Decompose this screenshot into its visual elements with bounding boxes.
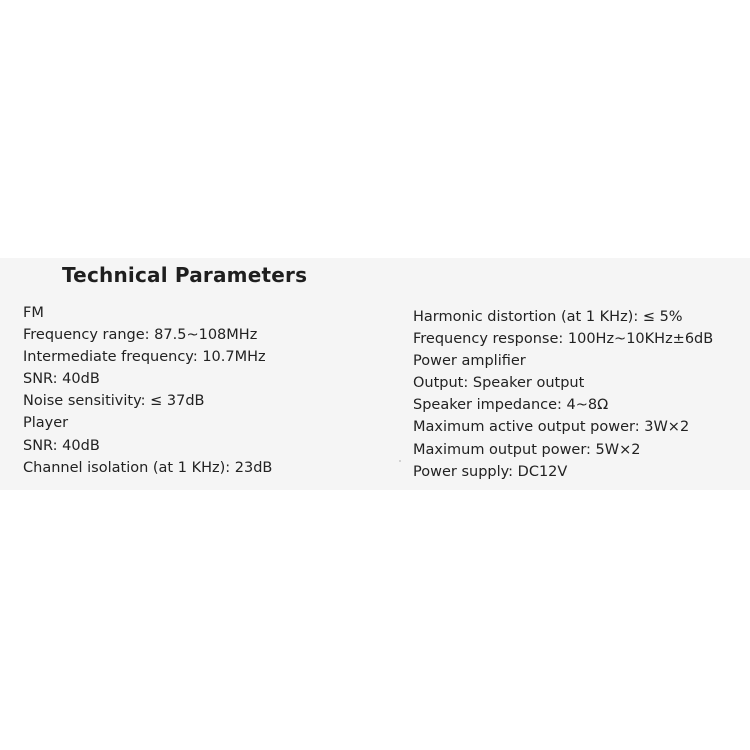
dust-speck: [399, 460, 401, 462]
spec-line-speaker-impedance: Speaker impedance: 4~8Ω: [413, 397, 609, 414]
page-title: Technical Parameters: [62, 263, 308, 287]
spec-line-intermediate-frequency: Intermediate frequency: 10.7MHz: [23, 349, 266, 366]
spec-line-player-snr: SNR: 40dB: [23, 437, 100, 454]
spec-line-player: Player: [23, 415, 69, 432]
right-spec-column: [413, 306, 713, 483]
spec-line-frequency-range: Frequency range: 87.5~108MHz: [23, 327, 258, 344]
spec-line-max-output-power: Maximum output power: 5W×2: [413, 441, 641, 458]
spec-line-frequency-response: Frequency response: 100Hz~10KHz±6dB: [413, 331, 714, 348]
spec-line-power-supply: Power supply: DC12V: [413, 463, 568, 480]
spec-line-output: Output: Speaker output: [413, 375, 585, 392]
spec-line-harmonic-distortion: Harmonic distortion (at 1 KHz): ≤ 5%: [413, 309, 683, 325]
spec-line-channel-isolation: Channel isolation (at 1 KHz): 23dB: [23, 459, 273, 476]
left-spec-column: [23, 302, 272, 479]
spec-line-noise-sensitivity: Noise sensitivity: ≤ 37dB: [23, 393, 205, 410]
spec-line-fm-snr: SNR: 40dB: [23, 371, 100, 388]
spec-line-power-amplifier: Power amplifier: [413, 353, 526, 370]
spec-line-fm: FM: [23, 305, 44, 321]
spec-line-max-active-output-power: Maximum active output power: 3W×2: [413, 419, 690, 436]
